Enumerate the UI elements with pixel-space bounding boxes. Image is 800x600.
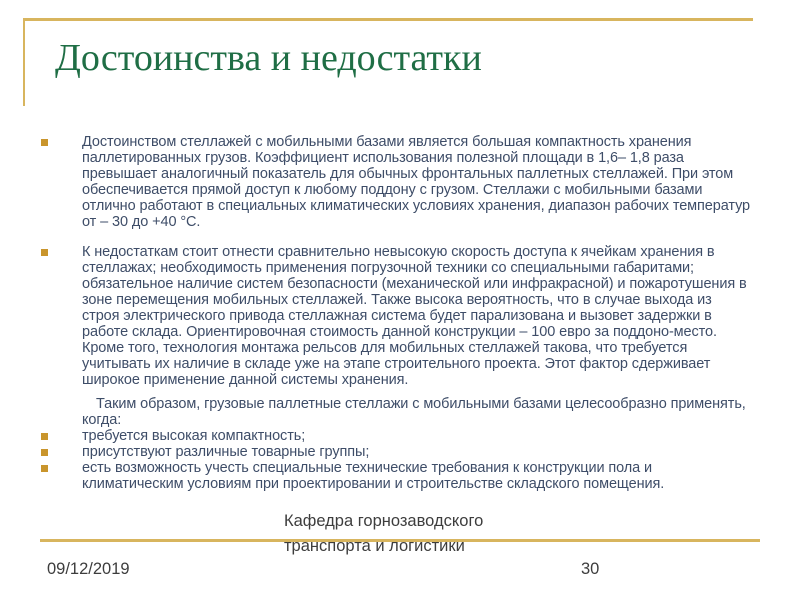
spacer bbox=[40, 230, 752, 244]
body-list-item-compactness bbox=[40, 428, 752, 444]
slide-body bbox=[40, 134, 752, 492]
body-list-item-product-groups bbox=[40, 444, 752, 460]
top-accent-rule bbox=[23, 18, 753, 21]
square-bullet-icon bbox=[41, 249, 48, 256]
footer-date: 09/12/2019 bbox=[47, 560, 130, 578]
list-item-text: есть возможность учесть специальные технические требования к конструкции пола и климатическим условиям при проектировании и строительстве складского помещения. bbox=[82, 460, 665, 492]
footer-department: Кафедра горнозаводского транспорта и логистики bbox=[284, 512, 484, 555]
slide-title: Достоинства и недостатки bbox=[55, 37, 482, 79]
body-paragraph-advantages bbox=[40, 134, 752, 230]
paragraph-text: Достоинством стеллажей с мобильными базами является большая компактность хранения паллетированных грузов. Коэффициент использования полезной площади в 1,6– 1,8 раза превышает аналогичный показатель для обычных фронтальных паллетных стеллажей. При этом обеспечивается прямой доступ к любому поддону с грузом. Стеллажи с мобильными базами отлично работают в специальных климатических условиях хранения, диапазон рабочих температур от – 30 до +40 °С. bbox=[82, 134, 751, 230]
square-bullet-icon bbox=[41, 465, 48, 472]
hidden-bullet bbox=[41, 401, 48, 408]
left-accent-rule bbox=[23, 18, 25, 106]
body-paragraph-conclusion bbox=[40, 396, 752, 428]
square-bullet-icon bbox=[41, 449, 48, 456]
paragraph-text: Таким образом, грузовые паллетные стеллажи с мобильными базами целесообразно применять, когда: bbox=[82, 396, 746, 428]
list-item-text: требуется высокая компактность; bbox=[82, 428, 306, 444]
body-paragraph-disadvantages bbox=[40, 244, 752, 388]
body-list-item-technical-requirements bbox=[40, 460, 752, 492]
square-bullet-icon bbox=[41, 139, 48, 146]
paragraph-text: К недостаткам стоит отнести сравнительно невысокую скорость доступа к ячейкам хранения в стеллажах; необходимость применения погрузочной техники со специальными габаритами; обязательное наличие систем безопасности (механической или инфракрасной) и пожаротушения в зоне перемещения мобильных стеллажей. Также высока вероятность, что в случае выхода из строя электрического привода стеллажная система будет парализована и вызовет задержки в работе склада. Ориентировочная стоимость данной конструкции – 100 евро за поддоно-место. Кроме того, технология монтажа рельсов для мобильных стеллажей такова, что требуется учитывать их наличие в складе уже на этапе строительного проекта. Этот фактор сдерживает широкое применение данной системы хранения. bbox=[82, 244, 747, 388]
footer-page-number: 30 bbox=[581, 560, 600, 578]
spacer bbox=[40, 388, 752, 396]
square-bullet-icon bbox=[41, 433, 48, 440]
list-item-text: присутствуют различные товарные группы; bbox=[82, 444, 370, 460]
